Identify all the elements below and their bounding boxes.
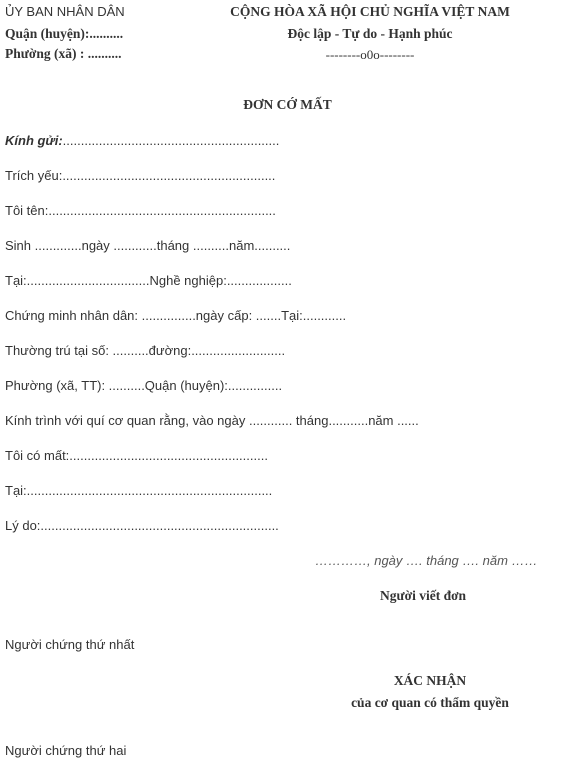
statement-line: Kính trình với quí cơ quan rằng, vào ngày ............ tháng...........năm ...... bbox=[5, 413, 419, 428]
lost-item-line: Tôi có mất:....................................................... bbox=[5, 448, 268, 463]
agency-name: ỦY BAN NHÂN DÂN bbox=[5, 4, 125, 19]
lost-place-line: Tại:.................................................................... bbox=[5, 483, 273, 498]
birth-line: Sinh .............ngày ............tháng ..........năm.......... bbox=[5, 238, 291, 253]
ward-field: Phường (xã) : .......... bbox=[5, 46, 122, 61]
district-field: Quận (huyện):.......... bbox=[5, 26, 124, 41]
name-line: Tôi tên:............................................................... bbox=[5, 203, 276, 218]
header-separator: --------o0o-------- bbox=[325, 47, 415, 62]
recipient-label: Kính gửi: bbox=[5, 133, 63, 148]
confirmation-subtitle: của cơ quan có thẩm quyền bbox=[351, 695, 509, 710]
ward-district-line: Phường (xã, TT): ..........Quận (huyện):............... bbox=[5, 378, 283, 393]
recipient-line bbox=[5, 133, 279, 149]
second-witness: Người chứng thứ hai bbox=[5, 743, 127, 758]
applicant-signature: Người viết đơn bbox=[380, 588, 467, 603]
recipient-dots: ............................................................ bbox=[62, 133, 280, 148]
first-witness: Người chứng thứ nhất bbox=[5, 637, 135, 652]
reason-line: Lý do:.................................................................. bbox=[5, 518, 279, 533]
subject-line: Trích yếu:........................................................... bbox=[5, 168, 276, 183]
national-title: CỘNG HÒA XÃ HỘI CHỦ NGHĨA VIỆT NAM bbox=[230, 4, 510, 19]
document-title: ĐƠN CỚ MẤT bbox=[243, 97, 332, 112]
date-line: …………, ngày …. tháng …. năm …… bbox=[315, 553, 538, 568]
confirmation-title: XÁC NHẬN bbox=[393, 673, 467, 688]
id-card-line: Chứng minh nhân dân: ...............ngày cấp: .......Tại:............ bbox=[5, 308, 347, 323]
place-occupation-line: Tại:..................................Nghề nghiệp:.................. bbox=[5, 273, 292, 288]
national-motto: Độc lập - Tự do - Hạnh phúc bbox=[287, 26, 453, 41]
residence-line: Thường trú tại số: ..........đường:.......................... bbox=[5, 343, 286, 358]
